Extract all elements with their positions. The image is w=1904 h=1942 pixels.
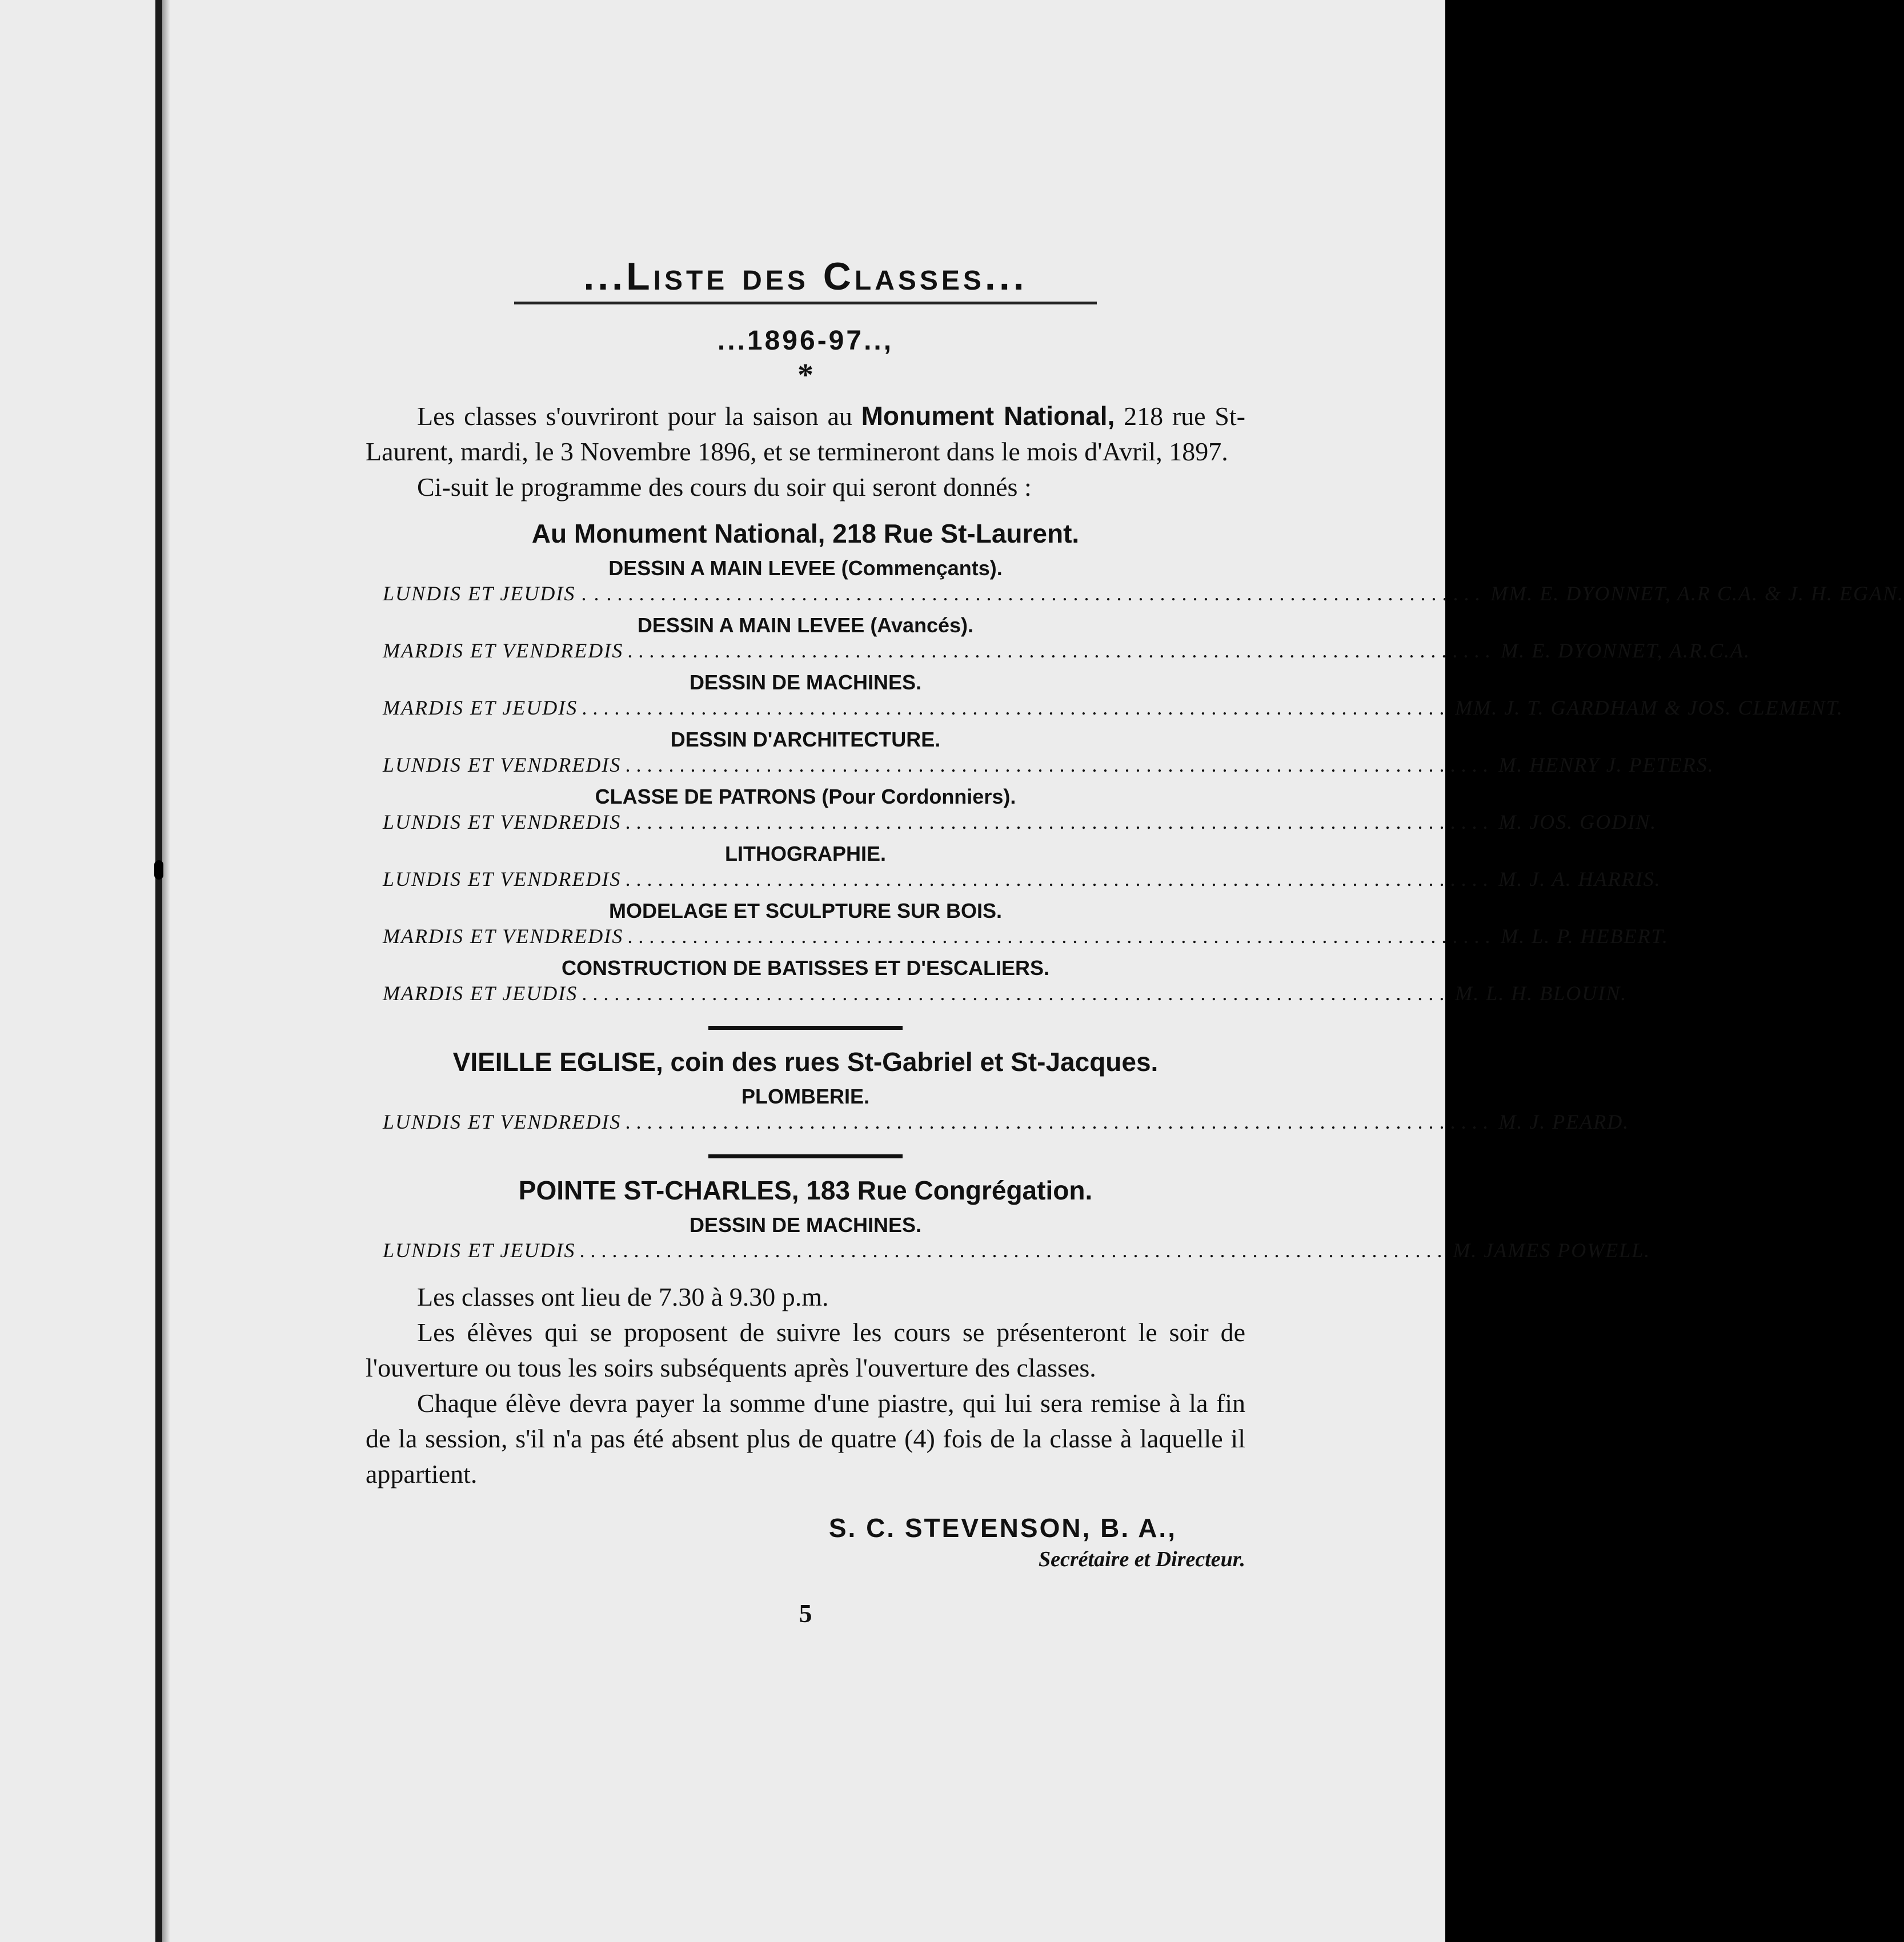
class-days: MARDIS ET JEUDIS [383,982,578,1005]
class-days: LUNDIS ET JEUDIS . . . [383,582,614,605]
dot-leader: ................................................................................ [582,696,1451,719]
binding-rivet [154,860,163,880]
document-body [366,240,1904,1628]
class-name: LITHOGRAPHIE. [724,842,886,865]
class-name: CLASSE DE PATRONS (Pour Cordonniers). [595,785,1016,808]
dot-leader: ................................................................................ [580,1239,1449,1262]
section-divider [708,1026,903,1030]
dot-leader: ................................................................................ [626,753,1494,776]
class-schedule-row [383,923,1669,949]
class-name: DESSIN A MAIN LEVEE (Commençants). [608,556,1003,580]
class-schedule-row [383,980,1628,1006]
class-teacher: M. HENRY J. PETERS. [1498,753,1714,776]
class-name: DESSIN DE MACHINES. [689,671,922,694]
venue-heading: Au Monument National, 218 Rue St-Laurent. [531,519,1080,548]
dot-leader: ................................................................................ [626,868,1494,890]
dot-leader: ................................................................................ [618,582,1486,605]
class-days: LUNDIS ET VENDREDIS [383,1110,622,1133]
dot-leader: ................................................................................ [628,639,1497,662]
venue-list [366,517,1904,1263]
class-teacher: M. J. A. HARRIS. [1498,868,1661,890]
class-days: LUNDIS ET VENDREDIS [383,753,622,776]
dot-leader: ................................................................................ [626,810,1494,833]
dot-leader: ................................................................................ [628,925,1497,948]
class-name: DESSIN DE MACHINES. [689,1213,922,1237]
class-teacher: MM. J. T. GARDHAM & JOS. CLEMENT. [1455,696,1843,719]
class-teacher: M. L. P. HEBERT. [1501,925,1669,948]
class-schedule-row [383,1109,1630,1135]
class-teacher: M. E. DYONNET, A.R.C.A. [1501,639,1750,662]
notes-section [366,1279,1245,1492]
dot-leader: ................................................................................ [582,982,1451,1005]
binding-edge [155,0,162,1942]
document-year: ...1896-97.., [717,326,894,356]
intro-text-b: 218 rue St-Laurent, mardi, le 3 Novembre 1896, et se termineront dans le mois d'Avril, 1897. [366,402,1245,466]
class-schedule-row [383,1237,1651,1263]
class-teacher: M. JOS. GODIN. [1498,810,1657,833]
dot-leader: ................................................................................ [626,1110,1494,1133]
class-schedule-row [383,866,1661,892]
class-name: PLOMBERIE. [741,1085,869,1108]
class-days: MARDIS ET VENDREDIS [383,925,624,948]
class-teacher: M. L. H. BLOUIN. [1455,982,1628,1005]
binding-shadow [162,0,170,1942]
class-days: MARDIS ET VENDREDIS [383,639,624,662]
class-days: LUNDIS ET JEUDIS [383,1239,576,1262]
class-name: DESSIN A MAIN LEVEE (Avancés). [637,613,974,637]
document-title: ...Liste des Classes... [583,255,1028,298]
class-name: CONSTRUCTION DE BATISSES ET D'ESCALIERS. [562,956,1049,980]
venue-heading: VIEILLE EGLISE, coin des rues St-Gabriel et St-Jacques. [452,1047,1159,1077]
class-schedule-row [383,695,1843,721]
class-schedule-row [383,809,1657,835]
class-schedule-row [383,637,1750,664]
class-schedule-row [383,580,1904,607]
intro-text-a: Les classes s'ouvriront pour la saison au [417,402,861,431]
class-teacher: MM. E. DYONNET, A.R C.A. & J. H. EGAN. [1490,582,1904,605]
signature-name: S. C. STEVENSON, B. A., [828,1513,1177,1543]
class-days: LUNDIS ET VENDREDIS [383,810,622,833]
class-days: LUNDIS ET VENDREDIS [383,868,622,890]
intro-venue-bold: Monument National, [861,401,1115,431]
title-underline [514,302,1097,304]
class-teacher: M. JAMES POWELL. [1453,1239,1651,1262]
asterisk-ornament: * [797,358,813,393]
section-divider [708,1154,903,1158]
intro-paragraph [366,398,1245,470]
note-registration: Les élèves qui se proposent de suivre les cours se présenteront le soir de l'ouverture ou tous les soirs subséquents après l'ouverture des classes. [366,1318,1245,1382]
class-name: DESSIN D'ARCHITECTURE. [670,728,941,751]
venue-heading: POINTE ST-CHARLES, 183 Rue Congrégation. [518,1175,1093,1205]
class-name: MODELAGE ET SCULPTURE SUR BOIS. [608,899,1003,922]
program-intro-paragraph: Ci-suit le programme des cours du soir qui seront donnés : [417,472,1032,501]
class-teacher: M. J. PEARD. [1498,1110,1630,1133]
note-deposit: Chaque élève devra payer la somme d'une piastre, qui lui sera remise à la fin de la session, s'il n'a pas été absent plus de quatre (4) fois de la classe à laquelle il appartient. [366,1389,1245,1488]
signature-role: Secrétaire et Directeur. [1039,1547,1245,1571]
class-schedule-row [383,752,1714,778]
class-days: MARDIS ET JEUDIS [383,696,578,719]
note-hours: Les classes ont lieu de 7.30 à 9.30 p.m. [417,1282,829,1311]
page-number: 5 [799,1599,812,1628]
